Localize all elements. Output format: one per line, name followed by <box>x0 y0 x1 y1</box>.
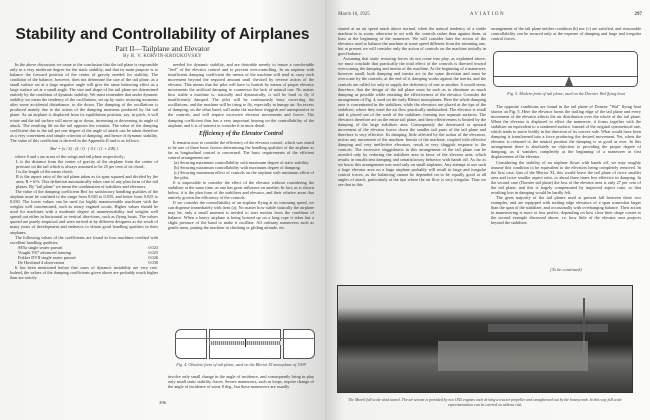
page-number: 297 <box>634 12 642 17</box>
fig5-caption: Fig. 5. Modern form of tail plane, used on the Dornier Wal flying boat <box>507 91 625 96</box>
airplane-name: Vought VE7 advanced training <box>18 249 71 255</box>
paragraph: The opposite conditions are found in the tail plane of Dornier "Wal" flying boat shown on Fig. 5. Here the elevator forms the trailing edge of the tail plane and every movement of the elevator affects the air distribution over the whole of the tail plane. When the elevator is displaced to effect the maneuver, it forms together with the stabilizer an equivalent to a cambered surface, instead of the original symmetrical one, which tends to move bodily in the direction of its convex side. What would have been damping is transformed into a force producing the desired movement. Yet, when the elevator is returned to the neutral position the damping is as good as ever. In this arrangement there is absolutely no objection to providing the proper degree of damping, as it vanishes completely at the beginning of a maneuver at first displacement of the elevator. <box>491 104 641 160</box>
requirement: (c) Securing maximum effect of controls on the airplane with minimum effort of the pilot. <box>174 169 314 180</box>
definitions-list <box>10 159 158 189</box>
article-subtitle: Part II—Tailplane and Elevator <box>115 44 210 53</box>
paragraph: In the above discussion we came to the conclusion that the tail plane is responsible only in a very moderate degree for the static stability, and that its main purpose is to balance the forward position of the center of gravity needed for stability. The condition of the balance, however, does not determine the size of the tail plane, as a small surface set at a large negative angle will give the same balancing effect as a large surface set at a small angle. The size and shape of the tail plane are determined entirely by the condition of dynamic stability. We must remember that under dynamic stability we mean the tendency of the oscillations, set up by static restoring moments after some accidental disturbance, to die down. The damping of the oscillations is produced mainly due to the action of the damping moments produced by the tail plane. As an airplane is displaced from its equilibrium position, say, in pitch, it will rotate and the tail surface will move up or down, increasing or decreasing its angle of attack. The resulting lift on the tail opposes the rotation. The value of the damping coefficient due to the tail per one degree of the angle of attack can be taken therefore as a very convenient and simple criterion of damping, and hence of dynamic stability. The value of this coefficient is derived in the Appendix II and is as follows: <box>10 62 158 143</box>
magazine-name: AVIATION <box>469 12 506 17</box>
paragraph: It is impossible to consider the effect of the elevator without considering the stabilizer at the same time, as one has great influence on another. In fact, as is shown below, it is the plan form of the stabilizer and elevator, and their relative areas that entirely govern the efficiency of the controls. <box>168 180 314 201</box>
right-column-1 <box>338 26 486 274</box>
requirement: (a) Securing maximum controllability with maximum degree of static stability. <box>174 159 310 165</box>
paragraph: The following values of the coefficients are found in four machines credited with excellent handling qualities: <box>10 234 158 245</box>
right-column-2-top <box>491 26 641 46</box>
paragraph: where S and s are areas of the wings and tail plane respectively; <box>15 153 125 159</box>
airplane-name: Fokker DVII single seater pursuit <box>18 254 76 260</box>
issue-date: March 16, 1925 <box>338 12 370 17</box>
paragraph: If we consider the controllability of an airplane flying at its trimming speed, we can dispense immediately with item (a). No matter how stable statically the airplane may be, only a small moment is needed to start motion from the condition of balance. When a heavy airplane is being hoisted up on a long rope it takes but a slight pressure of the hand to make it oscillate. All ordinary maneuvers such as gentle turns, putting the machine in climbing or gliding attitude, etc. <box>168 200 314 231</box>
photo-caption: The Morell full scale wind tunnel. The air stream is provided by two OX5 engines each driving a tractor propeller and straightened out by the honeycomb. In this way full scale experimentation can be carried on without risk. <box>348 398 622 407</box>
left-column-1 <box>10 62 158 395</box>
article-title: Stability and Controllability of Airplanes <box>15 26 310 43</box>
right-column-2 <box>491 104 641 264</box>
tunnel-structure <box>488 324 608 332</box>
definition: l is the length of the mean chord; <box>16 168 73 174</box>
fig4-caption: Fig. 4. Obsolete form of tail plane, used on the Bleriot XI monoplane of 1909 <box>176 362 306 367</box>
coefficient-value: 0.025 <box>148 249 158 255</box>
fig4-tailplane-drawing <box>175 329 315 359</box>
paragraph: Considering the stability of an airplane flown with hands off, we may roughly assume this condition to be equivalent to the elevators being completely removed. In the first case, that of the Bleriot XI, this would leave the tail plane of twice smaller area and twice smaller aspect ratio, or about three times less effective in damping. In the second case (Dornier tail plane) the loss of the elevator area is only 27 per cent of the tail plane, and this is largely compensated by improved aspect ratio, so that resulting loss in damping would be hardly felt. <box>491 159 641 195</box>
definition: R is the aspect ratio of the tail plane taken as its span squared and divided by the area; R = b²/s. This definition automatically takes care of any plan form of the tail planes. By "tail plane" we mean the combination of stabilizer and elevators. <box>16 173 158 190</box>
airplane-name: SE5a single seater pursuit <box>18 244 63 250</box>
paragraph: started at an air speed much above normal, when the natural tendency of a stable machine is to zoom, otherwise to act with the controls rather than against them, at least at the beginning of the maneuver. We will consider later the action of the elevators used to balance the machine at some speed different from the trimming one, but at present we will consider only the action of controls on the machine initially in good balance. <box>338 26 486 57</box>
left-column-2 <box>168 62 314 325</box>
byline: By B. V. KORVIN-KROUKOVSKY <box>123 54 202 59</box>
coefficient-value: 0.030 <box>148 259 158 265</box>
paragraph: needed for dynamic stability, and are desirable merely to insure a comfortable "feel" of the elevator control and to prevent overcontrolling. In an airplane with insufficient damping coefficient the inertia of the machine will tend to carry each movement beyond the required amount until checked by reverse action of the elevator. This means that the pilot will have to furnish by means of proper elevator movements the artificial damping to counteract the lack of natural one. No matter how stable a machine is, statically and dynamically, it will be hard to fly if insufficiently damped. The pilot will be continuously busy correcting the oscillations, and the machine will be tiring to fly, especially in bumpy air. An excess of damping, on the other hand, will make the machine sluggish and unresponsive to the controls, and will require excessive elevator movements and forces. The damping coefficient thus has a very important bearing on the controllability of the airplane, and it is of interest to consider it in more detail. <box>168 62 314 128</box>
paragraph: The great majority of the tail planes used at present fall between these two examples, and are equipped with trailing edge elevators of a span somewhat larger than the span of the stabilizer, and occasionally with overhanging balance. Their action in maneuvering is more or less perfect, depending on how close their shape comes to the second example discussed above, i.e. how little of the elevator area projects beyond the stabilizer. <box>491 194 641 226</box>
to-be-continued: (To be continued) <box>550 267 582 272</box>
airplane-name: De Haviland 4 observation <box>18 259 65 265</box>
coefficient-value: 0.023 <box>148 244 158 250</box>
coefficient-table <box>10 245 158 265</box>
wind-tunnel-photo <box>337 285 633 393</box>
paragraph: The value of the damping coefficient Bm' for satisfactory handling qualities of the airplane must be confined to the range from 0.020 to 0.035, and better from 0.025 to 0.030. The lower values can be used for highly maneuverable machines with the weights well concentrated, such as rotary engined scouts. Higher values should be used for machines with a moderate degree of maneuverability and weights well spread out either in horizontal or vertical directions, such as flying boats. The values quoted are purely empirical and were arrived at by different designers as the result of many years of development and endeavor to obtain good handling qualities in their airplanes. <box>10 189 158 235</box>
left-column-2-continued <box>168 374 314 390</box>
page-number: 296 <box>159 400 166 405</box>
paragraph: It has been mentioned before that cases of dynamic instability are very rare. Indeed, the values of the damping coefficients given above are probably much higher than are strictly <box>10 264 158 280</box>
requirement: (b) Securing maximum controllability with maximum degree of damping. <box>174 164 301 170</box>
coefficient-value: 0.026 <box>148 254 158 260</box>
paragraph: arrangement of the tail plane neither condition (b) nor (c) are satisfied, and reasonable controllability can be secured only at the expense of damping and large and irregular control forces. <box>491 26 641 42</box>
paragraph: involve only small change in the angle of incidence, and consequently bring in play only small static stability forces. Severe maneuvers, such as loops, require change of the angle of incidence of some 8 deg., but these maneuvers are usually <box>168 374 314 390</box>
paragraph: It remains now to consider the efficiency of the elevator control, which was stated to be one of three basic factors determining the handling qualities of the airplane as far as longitudinal control is concerned. The basic requirements of the efficient control arrangement are: <box>168 139 314 160</box>
section-heading: Efficiency of the Elevator Control <box>199 130 283 137</box>
paragraph: Assuming that static restoring forces do not come into play, as explained above, we must conclude that practically the total effect of the controls is directed toward overcoming the damping and inertia of the machine. At the beginning of a maneuver, however small, both damping and inertia act in the same direction and must be overcome by the controls; at the end of it, damping works against the inertia, and the controls are called for only to supply the deficiency of one or another. It would seem, therefore, that the design of the tail plane must be such as to eliminate as much damping as possible while retaining the effectiveness of the elevator. Consider the arrangement of Fig. 4, used on the early Bleriot monoplanes. Here the whole damping area is concentrated in the stabilizer, while the elevators are placed at the tips of the stabilizer, where they meet the air flow practically undisturbed. The elevator is small and is placed out of the wash of the stabilizer, forming two separate surfaces. The elevators therefore act on the entire tail plane, and their effectiveness is limited by the damping of the large stabilizer area. Consequently the downward or upward movement of the elevator forces down the smaller tail parts of the tail plane and therefore is very effective. Its damping, little affected by the action of the elevators, resists any movement of the machine. Inertia of the machine, coupled with effective damping and very ineffective elevators, result in very sluggish response to the controls. The excessive sluggishness in this arrangement of the tail plane can be avoided only by reducing the stabilizer area in favor of the elevator area, which results in insufficient damping and unsatisfactory behavior with hands off. As far as we know this arrangement was used only on small airplanes. Any attempt to use such a large elevator area on a large airplane probably will result in large and irregular control forces, as the balancing cannot be depended on to be equally good at all angles of attack, particularly at the tips where the air flow is very irregular. Thus we see that in this <box>338 56 486 188</box>
definition: L is the distance from the center of gravity of the airplane from the center of pressure on the tail which is always assumed to be 25 per cent of its chord; <box>16 158 158 169</box>
damping-formula: Bm' = (s / S) · (L / l) · ( 0.1 / (1 + 2/R) ) <box>50 145 118 151</box>
tunnel-tent <box>438 341 588 371</box>
fig5-tailplane-drawing <box>493 51 638 87</box>
